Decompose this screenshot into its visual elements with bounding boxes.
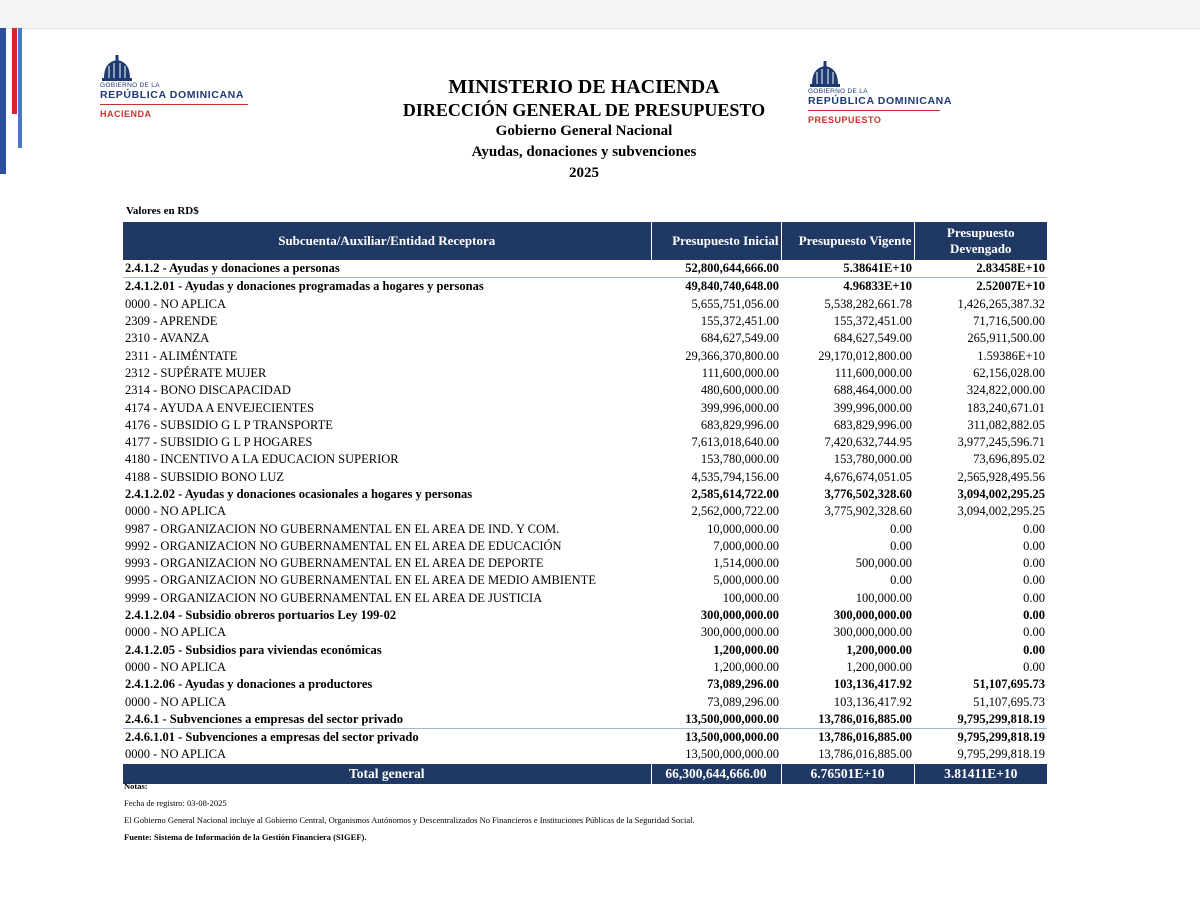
table-row <box>123 711 1047 729</box>
row-inicial: 399,996,000.00 <box>700 400 779 415</box>
table-row <box>123 382 1047 399</box>
row-vigente: 155,372,451.00 <box>833 314 912 329</box>
table-row <box>123 365 1047 382</box>
row-label: 0000 - NO APLICA <box>125 296 227 311</box>
row-inicial: 13,500,000,000.00 <box>685 730 779 745</box>
notes-section <box>124 782 695 850</box>
table-row <box>123 624 1047 641</box>
left-blue-stripe <box>0 28 6 174</box>
row-vigente: 13,786,016,885.00 <box>818 747 912 762</box>
table-row <box>123 486 1047 503</box>
row-label: 2311 - ALIMÉNTATE <box>125 348 238 363</box>
row-devengado: 0.00 <box>1023 573 1045 588</box>
row-inicial: 7,000,000.00 <box>713 538 779 553</box>
browser-top-bar <box>0 0 1200 29</box>
row-vigente: 7,420,632,744.95 <box>824 435 912 450</box>
row-vigente: 29,170,012,800.00 <box>818 348 912 363</box>
ministry-title: MINISTERIO DE HACIENDA <box>448 76 720 98</box>
table-row <box>123 399 1047 416</box>
row-label: 2.4.1.2.01 - Ayudas y donaciones programadas a hogares y personas <box>125 279 484 294</box>
row-label: 0000 - NO APLICA <box>125 659 227 674</box>
row-vigente: 3,775,902,328.60 <box>824 504 912 519</box>
table-row <box>123 330 1047 347</box>
row-label: 0000 - NO APLICA <box>125 747 227 762</box>
table-row <box>123 520 1047 537</box>
row-vigente: 399,996,000.00 <box>833 400 912 415</box>
row-devengado: 51,107,695.73 <box>973 694 1045 709</box>
left-light-stripe <box>18 28 22 148</box>
total-inicial: 66,300,644,666.00 <box>651 764 781 784</box>
row-label: 9995 - ORGANIZACION NO GUBERNAMENTAL EN EL AREA DE MEDIO AMBIENTE <box>125 573 596 588</box>
row-inicial: 1,200,000.00 <box>713 642 779 657</box>
report-titles <box>330 76 838 184</box>
row-vigente: 1,200,000.00 <box>846 642 912 657</box>
row-label: 4177 - SUBSIDIO G L P HOGARES <box>125 435 313 450</box>
row-devengado: 71,716,500.00 <box>973 314 1045 329</box>
row-label: 9999 - ORGANIZACION NO GUBERNAMENTAL EN EL AREA DE JUSTICIA <box>125 590 543 605</box>
table-row <box>123 260 1047 278</box>
row-vigente: 3,776,502,328.60 <box>824 487 912 501</box>
row-devengado: 2.83458E+10 <box>914 260 1047 278</box>
left-red-stripe <box>12 28 17 114</box>
row-vigente: 688,464,000.00 <box>833 383 912 398</box>
total-label: Total general <box>123 764 651 784</box>
row-inicial: 73,089,296.00 <box>707 694 779 709</box>
row-label: 4188 - SUBSIDIO BONO LUZ <box>125 469 285 484</box>
row-devengado: 9,795,299,818.19 <box>957 747 1045 762</box>
notes-heading: Notas: <box>124 781 148 791</box>
row-devengado: 0.00 <box>1023 521 1045 536</box>
row-label: 0000 - NO APLICA <box>125 504 227 519</box>
dome-icon <box>100 54 134 82</box>
row-label: 2.4.1.2 - Ayudas y donaciones a personas <box>123 260 651 278</box>
row-vigente: 103,136,417.92 <box>833 677 912 692</box>
table-row <box>123 538 1047 555</box>
row-devengado: 3,094,002,295.25 <box>957 504 1045 519</box>
row-inicial: 100,000.00 <box>722 590 779 605</box>
row-devengado: 0.00 <box>1023 538 1045 553</box>
table-row <box>123 607 1047 624</box>
row-vigente: 5,538,282,661.78 <box>824 296 912 311</box>
row-label: 2.4.1.2.04 - Subsidio obreros portuarios Ley 199-02 <box>125 608 397 623</box>
row-vigente: 0.00 <box>890 521 912 536</box>
government-subtitle: Gobierno General Nacional <box>495 123 673 139</box>
row-inicial: 49,840,740,648.00 <box>685 279 779 294</box>
row-devengado: 9,795,299,818.19 <box>914 711 1047 729</box>
row-inicial: 5,655,751,056.00 <box>691 296 779 311</box>
row-devengado: 3,094,002,295.25 <box>957 487 1045 501</box>
table-row <box>123 503 1047 520</box>
budget-table <box>123 222 1047 784</box>
row-inicial: 480,600,000.00 <box>700 383 779 398</box>
row-inicial: 111,600,000.00 <box>701 365 779 380</box>
row-inicial: 1,514,000.00 <box>713 556 779 571</box>
row-inicial: 13,500,000,000.00 <box>685 747 779 762</box>
table-row <box>123 555 1047 572</box>
logo-line1: GOBIERNO DE LA <box>100 82 160 89</box>
row-devengado: 311,082,882.05 <box>967 417 1045 432</box>
logo-line2: REPÚBLICA DOMINICANA <box>808 95 953 107</box>
row-inicial: 73,089,296.00 <box>707 677 779 692</box>
row-label: 2.4.1.2.02 - Ayudas y donaciones ocasionales a hogares y personas <box>125 487 473 501</box>
row-inicial: 7,613,018,640.00 <box>691 435 779 450</box>
row-devengado: 265,911,500.00 <box>967 331 1045 346</box>
row-inicial: 153,780,000.00 <box>700 452 779 467</box>
row-inicial: 684,627,549.00 <box>700 331 779 346</box>
row-inicial: 300,000,000.00 <box>700 625 779 640</box>
row-devengado: 0.00 <box>1023 556 1045 571</box>
row-vigente: 300,000,000.00 <box>833 608 912 623</box>
row-inicial: 2,585,614,722.00 <box>691 487 779 501</box>
table-row <box>123 296 1047 313</box>
table-row <box>123 469 1047 486</box>
row-inicial: 52,800,644,666.00 <box>651 260 781 278</box>
row-devengado: 3,977,245,596.71 <box>957 435 1045 450</box>
row-devengado: 1.59386E+10 <box>977 348 1045 363</box>
row-devengado: 183,240,671.01 <box>966 400 1045 415</box>
table-row <box>123 659 1047 676</box>
column-header-devengado: Presupuesto Devengado <box>914 222 1047 260</box>
row-vigente: 300,000,000.00 <box>833 625 912 640</box>
row-label: 2.4.1.2.05 - Subsidios para viviendas económicas <box>125 642 382 657</box>
row-label: 2.4.6.1.01 - Subvenciones a empresas del sector privado <box>125 730 419 745</box>
logo-line1: GOBIERNO DE LA <box>808 88 868 95</box>
row-label: 9993 - ORGANIZACION NO GUBERNAMENTAL EN EL AREA DE DEPORTE <box>125 556 544 571</box>
hacienda-logo <box>100 54 248 119</box>
row-label: 2312 - SUPÉRATE MUJER <box>125 365 267 380</box>
row-vigente: 13,786,016,885.00 <box>781 711 914 729</box>
table-row <box>123 729 1047 747</box>
row-label: 0000 - NO APLICA <box>125 625 227 640</box>
row-label: 9987 - ORGANIZACION NO GUBERNAMENTAL EN EL AREA DE IND. Y COM. <box>125 521 560 536</box>
logo-line2: REPÚBLICA DOMINICANA <box>100 89 245 101</box>
logo-dept: PRESUPUESTO <box>808 115 882 125</box>
row-label: 4176 - SUBSIDIO G L P TRANSPORTE <box>125 417 333 432</box>
row-vigente: 683,829,996.00 <box>833 417 912 432</box>
total-vigente: 6.76501E+10 <box>781 764 914 784</box>
notes-fecha: Fecha de registro: 03-08-2025 <box>124 798 227 808</box>
row-devengado: 73,696,895.02 <box>973 452 1045 467</box>
row-vigente: 684,627,549.00 <box>833 331 912 346</box>
row-vigente: 100,000.00 <box>855 590 912 605</box>
row-devengado: 0.00 <box>1023 608 1045 623</box>
units-label: Valores en RD$ <box>126 205 199 217</box>
row-label: 4174 - AYUDA A ENVEJECIENTES <box>125 400 315 415</box>
row-vigente: 103,136,417.92 <box>833 694 912 709</box>
table-row <box>123 590 1047 607</box>
logo-rule <box>100 104 248 105</box>
row-vigente: 13,786,016,885.00 <box>818 730 912 745</box>
row-label: 2309 - APRENDE <box>125 314 218 329</box>
row-vigente: 4,676,674,051.05 <box>824 469 912 484</box>
row-vigente: 111,600,000.00 <box>834 365 912 380</box>
row-label: 2314 - BONO DISCAPACIDAD <box>125 383 291 398</box>
row-devengado: 2.52007E+10 <box>976 279 1045 294</box>
row-devengado: 0.00 <box>1023 659 1045 674</box>
column-header-vigente: Presupuesto Vigente <box>781 222 914 260</box>
row-inicial: 13,500,000,000.00 <box>651 711 781 729</box>
row-vigente: 1,200,000.00 <box>846 659 912 674</box>
row-inicial: 4,535,794,156.00 <box>691 469 779 484</box>
row-label: 2.4.6.1 - Subvenciones a empresas del sector privado <box>123 711 651 729</box>
table-header-row <box>123 222 1047 260</box>
row-label: 4180 - INCENTIVO A LA EDUCACION SUPERIOR <box>125 452 399 467</box>
column-header-inicial: Presupuesto Inicial <box>651 222 781 260</box>
row-vigente: 0.00 <box>890 538 912 553</box>
notes-gobierno: El Gobierno General Nacional incluye al Gobierno Central, Organismos Autónomos y Descentralizados No Financieros e Instituciones Públicas de la Seguridad Social. <box>124 815 695 825</box>
row-label: 2.4.1.2.06 - Ayudas y donaciones a productores <box>125 677 373 692</box>
direction-title: DIRECCIÓN GENERAL DE PRESUPUESTO <box>402 100 766 120</box>
report-year: 2025 <box>569 165 599 181</box>
table-row <box>123 642 1047 659</box>
row-vigente: 500,000.00 <box>855 556 912 571</box>
row-label: 9992 - ORGANIZACION NO GUBERNAMENTAL EN EL AREA DE EDUCACIÓN <box>125 538 562 553</box>
row-devengado: 0.00 <box>1023 590 1045 605</box>
column-header-entity: Subcuenta/Auxiliar/Entidad Receptora <box>123 222 651 260</box>
table-row <box>123 572 1047 589</box>
table-row <box>123 417 1047 434</box>
row-label: 2310 - AVANZA <box>125 331 210 346</box>
row-devengado: 1,426,265,387.32 <box>957 296 1045 311</box>
report-subject: Ayudas, donaciones y subvenciones <box>471 144 697 160</box>
total-row <box>123 764 1047 784</box>
row-inicial: 5,000,000.00 <box>713 573 779 588</box>
table-row <box>123 313 1047 330</box>
table-row <box>123 451 1047 468</box>
row-vigente: 153,780,000.00 <box>833 452 912 467</box>
table-row <box>123 434 1047 451</box>
logo-dept: HACIENDA <box>100 109 152 119</box>
table-row <box>123 347 1047 364</box>
row-inicial: 1,200,000.00 <box>713 659 779 674</box>
row-devengado: 9,795,299,818.19 <box>957 730 1045 745</box>
table-row <box>123 278 1047 296</box>
row-vigente: 0.00 <box>890 573 912 588</box>
row-devengado: 51,107,695.73 <box>973 677 1045 692</box>
row-inicial: 300,000,000.00 <box>700 608 779 623</box>
table-row <box>123 676 1047 693</box>
row-inicial: 2,562,000,722.00 <box>691 504 779 519</box>
row-inicial: 683,829,996.00 <box>700 417 779 432</box>
row-label: 0000 - NO APLICA <box>125 694 227 709</box>
row-inicial: 155,372,451.00 <box>700 314 779 329</box>
table-row <box>123 693 1047 710</box>
row-devengado: 0.00 <box>1023 642 1045 657</box>
notes-fuente: Fuente: Sistema de Información de la Gestión Financiera (SIGEF). <box>124 832 367 842</box>
row-inicial: 10,000,000.00 <box>707 521 779 536</box>
row-devengado: 324,822,000.00 <box>966 383 1045 398</box>
row-devengado: 0.00 <box>1023 625 1045 640</box>
row-devengado: 62,156,028.00 <box>973 365 1045 380</box>
row-devengado: 2,565,928,495.56 <box>957 469 1045 484</box>
table-row <box>123 746 1047 763</box>
row-inicial: 29,366,370,800.00 <box>685 348 779 363</box>
total-devengado: 3.81411E+10 <box>914 764 1047 784</box>
row-vigente: 5.38641E+10 <box>781 260 914 278</box>
row-vigente: 4.96833E+10 <box>843 279 912 294</box>
